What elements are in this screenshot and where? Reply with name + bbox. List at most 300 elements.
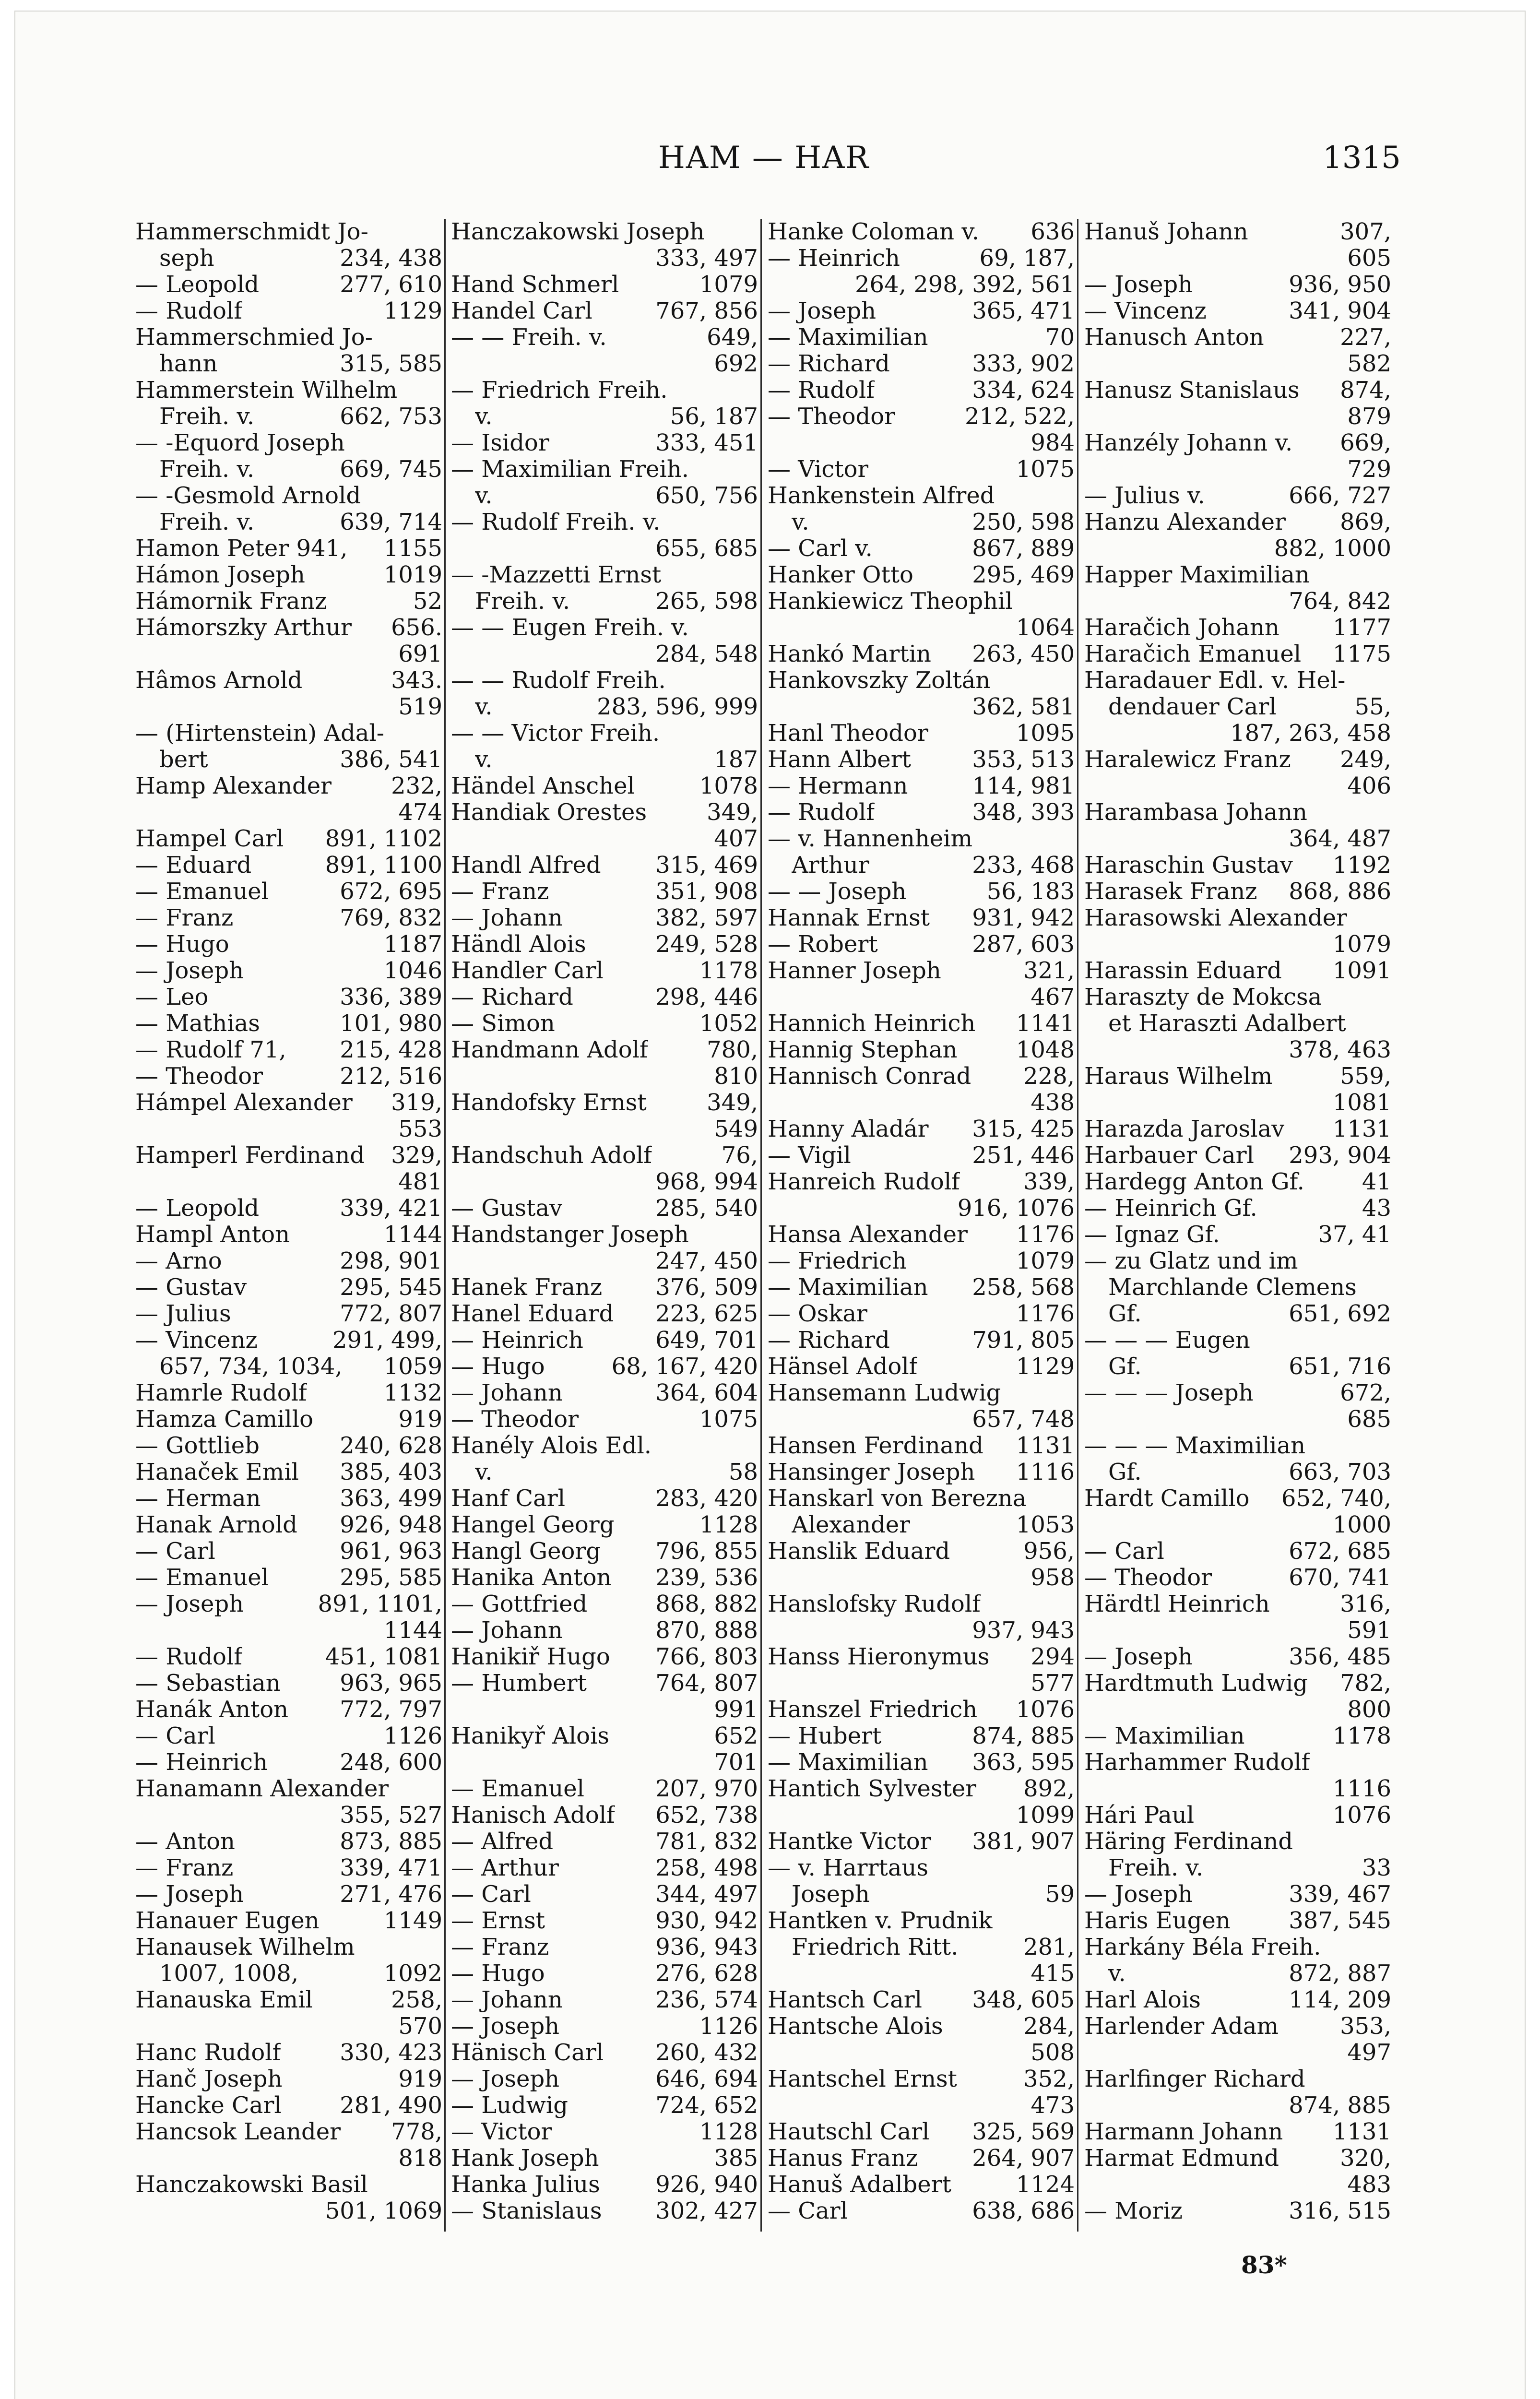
index-line [768,2119,1075,2145]
index-entry-name: — Carl [768,2198,848,2224]
index-column-1 [135,219,442,2224]
index-page-refs: 474 [398,799,442,826]
index-entry-name: Hanisch Adolf [451,1802,615,1829]
index-page-refs: 800 [1347,1696,1391,1723]
index-entry-name: — Robert [768,931,878,958]
index-line [768,2198,1075,2224]
index-entry-name: Hantich Sylvester [768,1776,977,1802]
index-page-refs: 650, 756 [655,482,758,509]
index-entry-name: Hangel Georg [451,1512,615,1538]
index-line [451,1010,758,1037]
index-line [135,1222,442,1248]
index-entry-name: Harasowski Alexander [1084,905,1348,931]
index-entry-name: — Ernst [451,1908,545,1934]
index-page-refs: 724, 652 [655,2092,758,2119]
index-entry-name: — Franz [451,1934,549,1960]
index-entry-name: Haraschin Gustav [1084,852,1293,879]
index-page-refs: 250, 598 [972,509,1075,535]
index-line [768,1565,1075,1591]
index-page-refs: 638, 686 [972,2197,1075,2224]
index-page-refs: 1124 [1016,2171,1075,2198]
index-line [135,1723,442,1749]
index-entry-name: — — Eugen Freih. v. [451,615,689,641]
index-page-refs: 662, 753 [340,403,442,430]
index-entry-name: Hanslofsky Rudolf [768,1591,981,1617]
index-line [768,324,1075,351]
index-line [135,298,442,324]
index-page-refs: 1076 [1332,1802,1391,1829]
index-page-refs: 339, 421 [340,1195,442,1222]
index-entry-name: — Johann [451,1380,563,1406]
index-line [1084,588,1391,615]
index-entry-name: Hâmos Arnold [135,667,303,694]
index-page-refs: 325, 569 [972,2118,1075,2145]
index-line [135,351,442,377]
index-page-refs: 652, 738 [655,1802,758,1829]
index-line [768,404,1075,430]
index-entry-name: Hanamann Alexander [135,1776,389,1802]
index-column-4 [1084,219,1391,2224]
index-entry-name: Hanczakowski Joseph [451,219,705,245]
index-entry-name: v. [475,404,493,430]
index-page-refs: 234, 438 [340,245,442,272]
index-line [135,1855,442,1881]
index-entry-name: Hanauska Emil [135,1987,313,2013]
index-entry-name: — Victor [768,456,869,483]
index-entry-name: Hankó Martin [768,641,931,667]
index-line [135,245,442,272]
index-line [768,298,1075,324]
index-line [451,2198,758,2224]
index-entry-name: Hanaček Emil [135,1459,299,1485]
index-entry-name: Hansemann Ludwig [768,1380,1001,1406]
index-page-refs: 870, 888 [655,1617,758,1644]
index-line [1084,879,1391,905]
index-page-refs: 936, 943 [655,1934,758,1960]
index-line [1084,720,1391,747]
index-entry-name: — Alfred [451,1829,554,1855]
index-line [768,1591,1075,1617]
index-page-refs: 281, 490 [340,2092,442,2119]
index-line [135,272,442,298]
index-entry-name: Hanikiř Hugo [451,1644,610,1670]
index-entry-name: — Friedrich [768,1248,907,1274]
index-entry-name: Hankovszky Zoltán [768,667,991,694]
index-line [1084,1670,1391,1697]
index-line [1084,1908,1391,1934]
index-line [135,1591,442,1617]
index-page-refs: 772, 797 [340,1696,442,1723]
index-entry-name: Hanslik Eduard [768,1538,950,1565]
index-entry-name: — Hubert [768,1723,882,1749]
index-entry-name: Hanek Franz [451,1274,603,1301]
index-line [451,773,758,799]
index-page-refs: 1149 [383,1907,442,1934]
index-page-refs: 1178 [699,957,758,984]
index-line [768,588,1075,615]
index-entry-name: — Joseph [768,298,877,324]
index-line [1084,1433,1391,1459]
index-line [451,1749,758,1776]
index-line [451,456,758,483]
index-page-refs: 961, 963 [340,1538,442,1565]
index-line [1084,509,1391,535]
index-line [768,1010,1075,1037]
index-line [451,562,758,588]
index-line [451,747,758,773]
index-page-refs: 810 [714,1063,758,1090]
index-line [451,1617,758,1644]
index-line [135,2145,442,2172]
index-line [135,2092,442,2119]
index-page-refs: 277, 610 [340,271,442,298]
index-line [451,826,758,852]
index-entry-name: Freih. v. [1108,1855,1204,1881]
index-line [1084,1010,1391,1037]
index-entry-name: — Hugo [135,931,229,958]
index-line [1084,1987,1391,2013]
index-entry-name: Harambasa Johann [1084,799,1307,826]
index-page-refs: 239, 536 [655,1564,758,1591]
index-line [1084,377,1391,404]
index-page-refs: 258, 568 [972,1274,1075,1301]
index-page-refs: 919 [398,2066,442,2092]
index-line [1084,1222,1391,1248]
index-entry-name: — Ignaz Gf. [1084,1222,1220,1248]
index-entry-name: Hanzély Johann v. [1084,430,1293,456]
index-page-refs: 672, 695 [340,878,442,905]
index-entry-name: — Julius [135,1301,231,1327]
index-line [1084,1037,1391,1063]
index-line [451,2092,758,2119]
index-line [135,1829,442,1855]
index-entry-name: — Carl [1084,1538,1164,1565]
index-line [451,1380,758,1406]
index-line [768,1090,1075,1116]
index-page-refs: 1155 [383,535,442,562]
index-page-refs: 937, 943 [972,1617,1075,1644]
index-line [1084,2145,1391,2172]
index-page-refs: 387, 545 [1289,1907,1391,1934]
index-page-refs: 1000 [1332,1511,1391,1538]
index-page-refs: 1178 [1332,1722,1391,1749]
index-page-refs: 258, [391,1986,442,2013]
index-line [1084,1090,1391,1116]
index-line [135,1090,442,1116]
index-line [1084,1617,1391,1644]
index-line [135,1881,442,1908]
index-page-refs: 891, 1102 [325,825,442,852]
index-line [135,2119,442,2145]
index-entry-name: — Joseph [451,2066,560,2092]
index-line [768,1327,1075,1354]
index-line [135,2066,442,2092]
index-entry-name: Joseph [792,1881,870,1908]
index-entry-name: Hanskarl von Berezna [768,1485,1027,1512]
index-page-refs: 1175 [1332,641,1391,667]
index-page-refs: 956, [1023,1538,1075,1565]
index-entry-name: — Heinrich Gf. [1084,1195,1257,1222]
index-line [451,2145,758,2172]
index-line [135,1934,442,1960]
index-line [768,1802,1075,1829]
index-page-refs: 385 [714,2145,758,2172]
index-page-refs: 101, 980 [340,1010,442,1037]
index-line [451,1090,758,1116]
index-entry-name: v. [792,509,809,535]
index-entry-name: — Simon [451,1010,555,1037]
index-line [768,1142,1075,1169]
index-page-refs: 260, 432 [655,2039,758,2066]
index-page-refs: 1059 [383,1353,442,1380]
index-line [768,1934,1075,1960]
index-line [135,667,442,694]
index-page-refs: 1095 [1016,720,1075,747]
index-line [135,1248,442,1274]
index-line [1084,958,1391,984]
index-page-refs: 258, 498 [655,1854,758,1881]
index-line [1084,2066,1391,2092]
index-entry-name: Arthur [792,852,869,879]
index-line [451,852,758,879]
index-page-refs: 295, 585 [340,1564,442,1591]
index-entry-name: Haračich Johann [1084,615,1279,641]
index-line [451,588,758,615]
index-page-refs: 386, 541 [340,746,442,773]
index-line [451,535,758,562]
index-page-refs: 873, 885 [340,1828,442,1855]
index-entry-name: Hantsche Alois [768,2013,943,2040]
index-page-refs: 284, 548 [655,641,758,667]
index-page-refs: 764, 842 [1289,588,1391,615]
index-line [451,1855,758,1881]
index-entry-name: Hansinger Joseph [768,1459,975,1485]
index-entry-name: Gf. [1108,1459,1142,1485]
index-page-refs: 76, [721,1142,758,1169]
index-line [768,2013,1075,2040]
index-entry-name: — Joseph [1084,272,1193,298]
index-line [768,799,1075,826]
index-entry-name: Hanikyř Alois [451,1723,610,1749]
index-page-refs: 1079 [1016,1247,1075,1274]
index-entry-name: Marchlande Clemens [1108,1274,1357,1301]
index-entry-name: — Franz [135,905,234,931]
index-line [1084,2040,1391,2066]
index-page-refs: 353, 513 [972,746,1075,773]
index-line [1084,1406,1391,1433]
index-line [1084,667,1391,694]
index-line [768,720,1075,747]
page-number: 1315 [1323,140,1401,176]
index-page-refs: 1128 [699,1511,758,1538]
index-line [1084,615,1391,641]
index-page-refs: 264, 298, 392, 561 [854,271,1075,298]
index-page-refs: 672, [1340,1379,1391,1406]
index-line [451,1670,758,1697]
index-page-refs: 283, 420 [655,1485,758,1512]
index-page-refs: 356, 485 [1289,1643,1391,1670]
index-line [768,2092,1075,2119]
index-line [451,2040,758,2066]
index-line [451,2066,758,2092]
index-line [768,1485,1075,1512]
index-line [451,905,758,931]
index-page-refs: 264, 907 [972,2145,1075,2172]
index-entry-name: — Rudolf 71, [135,1037,286,1063]
index-entry-name: Harmat Edmund [1084,2145,1279,2172]
index-entry-name: Hantsch Carl [768,1987,923,2013]
index-page-refs: 1131 [1332,1116,1391,1142]
index-entry-name: — — Joseph [768,879,907,905]
index-page-refs: 381, 907 [972,1828,1075,1855]
index-line [451,1301,758,1327]
index-line [135,562,442,588]
index-entry-name: — Theodor [451,1406,579,1433]
index-entry-name: — -Mazzetti Ernst [451,562,662,588]
index-entry-name: v. [475,747,493,773]
index-page-refs: 333, 497 [655,245,758,272]
index-line [135,1697,442,1723]
index-line [768,1380,1075,1406]
index-line [768,984,1075,1010]
index-entry-name: Hampel Carl [135,826,284,852]
index-page-refs: 701 [714,1749,758,1776]
index-line [1084,2119,1391,2145]
index-line [451,2013,758,2040]
index-entry-name: v. [1108,1960,1126,1987]
index-line [1084,1723,1391,1749]
index-page-refs: 363, 595 [972,1749,1075,1776]
index-entry-name: — Rudolf [135,298,243,324]
index-line [1084,2198,1391,2224]
index-entry-name: — Rudolf [768,799,875,826]
index-line [768,1829,1075,1855]
index-page-refs: 281, [1023,1934,1075,1960]
index-entry-name: Hanczakowski Basil [135,2172,368,2198]
index-line [768,562,1075,588]
index-line [135,2198,442,2224]
index-page-refs: 605 [1347,245,1391,272]
index-entry-name: — Anton [135,1829,235,1855]
index-line [451,641,758,667]
index-line [451,720,758,747]
index-line [1084,1195,1391,1222]
index-line [135,535,442,562]
index-entry-name: Friedrich Ritt. [792,1934,959,1960]
index-entry-name: — Johann [451,905,563,931]
index-page-refs: 867, 889 [972,535,1075,562]
index-line [451,1142,758,1169]
index-page-refs: 1064 [1016,614,1075,641]
index-line [1084,535,1391,562]
index-page-refs: 868, 882 [655,1591,758,1617]
index-line [135,483,442,509]
index-page-refs: 362, 581 [972,693,1075,720]
index-line [135,1749,442,1776]
index-page-refs: 316, 515 [1289,2197,1391,2224]
index-line [768,826,1075,852]
index-page-refs: 652 [714,1722,758,1749]
index-page-refs: 559, [1340,1063,1391,1090]
index-line [768,641,1075,667]
index-page-refs: 298, 901 [340,1247,442,1274]
index-entry-name: — Mathias [135,1010,260,1037]
index-line [135,958,442,984]
index-line [135,1538,442,1565]
index-line [135,984,442,1010]
index-entry-name: Freih. v. [159,404,255,430]
index-line [135,641,442,667]
index-line [1084,1697,1391,1723]
index-line [451,1987,758,2013]
index-entry-name: — Moriz [1084,2198,1183,2224]
index-line [135,773,442,799]
index-line [1084,219,1391,245]
book-page [14,11,1526,2399]
index-entry-name: — Isidor [451,430,549,456]
index-line [768,1987,1075,2013]
index-entry-name: Hanuš Adalbert [768,2172,951,2198]
index-line [135,1037,442,1063]
index-page-refs: 669, 745 [340,456,442,483]
index-line [768,377,1075,404]
index-page-refs: 991 [714,1696,758,1723]
index-entry-name: Hammerschmied Jo- [135,324,373,351]
index-page-refs: 56, 183 [986,878,1075,905]
index-page-refs: 656. [391,614,442,641]
index-page-refs: 249, [1340,746,1391,773]
index-line [1084,1142,1391,1169]
index-line [768,1960,1075,1987]
index-page-refs: 1192 [1332,852,1391,879]
index-entry-name: — Heinrich [768,245,900,272]
index-line [135,931,442,958]
index-entry-name: Händel Anschel [451,773,635,799]
index-entry-name: — Maximilian [1084,1723,1245,1749]
index-page-refs: 294 [1031,1643,1075,1670]
index-line [451,1063,758,1090]
index-line [135,1380,442,1406]
index-entry-name: — Vincenz [1084,298,1207,324]
index-page-refs: 553 [398,1116,442,1142]
index-entry-name: Hansa Alexander [768,1222,968,1248]
index-line [1084,1169,1391,1195]
index-line [768,1855,1075,1881]
index-page-refs: 58 [728,1459,758,1485]
index-entry-name: — Emanuel [135,879,269,905]
index-line [135,1987,442,2013]
index-line [768,1354,1075,1380]
index-page-refs: 692 [714,350,758,377]
index-line [1084,1881,1391,1908]
index-line [451,694,758,720]
index-page-refs: 1019 [383,561,442,588]
index-line [451,483,758,509]
index-page-refs: 778, [391,2118,442,2145]
index-entry-name: Härdtl Heinrich [1084,1591,1270,1617]
index-line [451,931,758,958]
index-entry-name: Haračich Emanuel [1084,641,1302,667]
index-line [768,1459,1075,1485]
index-entry-name: Hank Joseph [451,2145,599,2172]
index-page-refs: 796, 855 [655,1538,758,1565]
index-line [135,456,442,483]
index-line [768,694,1075,720]
index-page-refs: 769, 832 [340,904,442,931]
index-entry-name: — Richard [768,1327,890,1354]
index-page-refs: 33 [1362,1854,1391,1881]
index-entry-name: Hänisch Carl [451,2040,604,2066]
